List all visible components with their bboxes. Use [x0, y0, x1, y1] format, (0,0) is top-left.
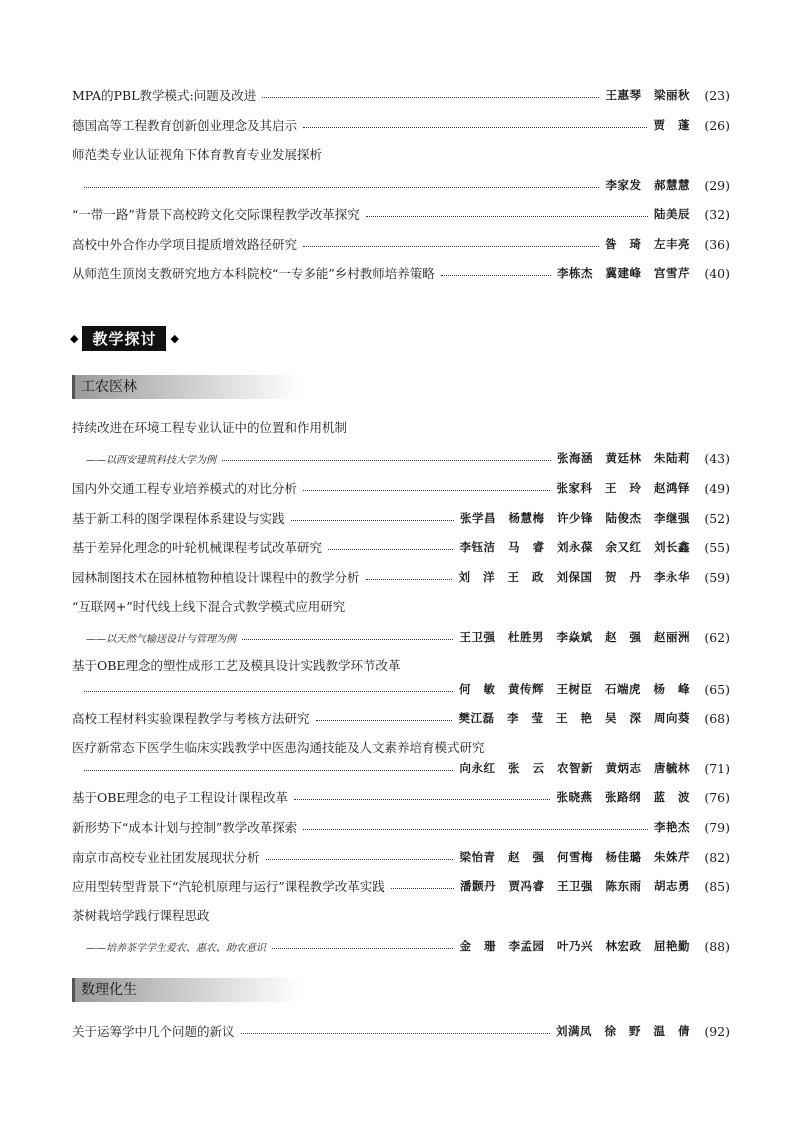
dot-leader [241, 1032, 550, 1034]
toc-entry[interactable] [72, 1020, 730, 1042]
toc-entry-continuation[interactable] [72, 174, 730, 196]
section-title: 教学探讨 [82, 326, 166, 351]
toc-entry[interactable] [72, 84, 730, 106]
toc-entry[interactable] [72, 707, 730, 729]
toc-entry[interactable] [72, 262, 730, 284]
toc-entry[interactable] [72, 203, 730, 225]
entry-title: 德国高等工程教育创新创业理念及其启示 [72, 118, 298, 133]
toc-entry[interactable] [72, 786, 730, 808]
entry-title: 高校中外合作办学项目提质增效路径研究 [72, 237, 298, 252]
entry-page: (49) [704, 480, 730, 496]
entry-title: 新形势下“成本计划与控制”教学改革探索 [72, 820, 298, 835]
entry-authors: 梁怡青 赵 强 何雪梅 杨佳璐 朱姝芹 [459, 850, 690, 864]
dot-leader [316, 719, 453, 721]
dot-leader [262, 96, 599, 98]
entry-page: (40) [704, 265, 730, 281]
entry-page: (88) [704, 938, 730, 954]
entry-page: (62) [704, 629, 730, 645]
dot-leader [266, 858, 454, 860]
toc-entry[interactable] [72, 875, 730, 897]
dot-leader [242, 638, 453, 640]
entry-page: (29) [704, 177, 730, 193]
entry-page: (36) [704, 236, 730, 252]
entry-page: (76) [704, 789, 730, 805]
entry-title: 基于差异化理念的叶轮机械课程考试改革研究 [72, 540, 323, 555]
diamond-icon: ◆ [170, 331, 179, 345]
entry-title[interactable]: 师范类专业认证视角下体育教育专业发展探析 [72, 147, 323, 162]
entry-page: (55) [704, 539, 730, 555]
dot-leader [366, 578, 453, 580]
entry-title[interactable]: “互联网+”时代线上线下混合式教学模式应用研究 [72, 599, 346, 614]
entry-authors: 李艳杰 [654, 820, 690, 834]
dot-leader [366, 215, 648, 217]
entry-title: 关于运筹学中几个问题的新议 [72, 1024, 235, 1039]
toc-entry-continuation[interactable] [72, 935, 730, 957]
entry-title[interactable]: 持续改进在环境工程专业认证中的位置和作用机制 [72, 420, 348, 435]
entry-page: (79) [704, 819, 730, 835]
entry-page: (85) [704, 878, 730, 894]
entry-subtitle: ——以天然气输送设计与管理为例 [86, 633, 236, 645]
dot-leader [303, 489, 550, 491]
entry-authors: 何 敏 黄传辉 王树臣 石端虎 杨 峰 [458, 682, 690, 696]
entry-page: (65) [704, 681, 730, 697]
entry-title[interactable]: 茶树栽培学践行课程思政 [72, 908, 210, 923]
entry-title: 从师范生顶岗支教研究地方本科院校“一专多能”乡村教师培养策略 [72, 266, 435, 281]
entry-subtitle: ——培养茶学学生爱农、惠农、助农意识 [86, 942, 266, 954]
entry-title: “一带一路”背景下高校跨文化交际课程教学改革探究 [72, 207, 360, 222]
toc-entry[interactable] [72, 507, 730, 529]
entry-page: (52) [704, 510, 730, 526]
entry-page: (43) [704, 450, 730, 466]
entry-authors: 樊江磊 李 莹 王 艳 吴 深 周向葵 [458, 711, 690, 725]
entry-authors: 张晓燕 张路纲 蓝 波 [556, 790, 690, 804]
entry-authors: 李钰洁 马 睿 刘永葆 余又红 刘长鑫 [459, 540, 690, 554]
category-heading: 工农医林 [72, 375, 301, 399]
toc-entry-continuation[interactable] [72, 447, 730, 469]
dot-leader [222, 459, 551, 461]
dot-leader [303, 126, 647, 128]
dot-leader [84, 186, 599, 188]
entry-authors: 陆美辰 [654, 207, 690, 221]
entry-page: (68) [704, 710, 730, 726]
entry-authors: 金 珊 李孟园 叶乃兴 林宏政 屈艳勤 [459, 939, 690, 953]
dot-leader [303, 828, 648, 830]
entry-title[interactable]: 医疗新常态下医学生临床实践教学中医患沟通技能及人文素养培育模式研究 [72, 740, 485, 755]
toc-entry[interactable] [72, 477, 730, 499]
entry-page: (71) [704, 760, 730, 776]
dot-leader [328, 548, 453, 550]
category-heading: 数理化生 [72, 978, 301, 1002]
entry-title: 应用型转型背景下“汽轮机原理与运行”课程教学改革实践 [72, 879, 385, 894]
entry-authors: 潘颢丹 贾冯睿 王卫强 陈东雨 胡志勇 [459, 879, 690, 893]
entry-authors: 王卫强 杜胜男 李焱斌 赵 强 赵丽洲 [459, 630, 690, 644]
toc-entry[interactable] [72, 114, 730, 136]
entry-authors: 刘满凤 徐 野 温 倩 [555, 1024, 690, 1038]
entry-authors: 李家发 郝慧慧 [605, 178, 690, 192]
entry-page: (82) [704, 849, 730, 865]
entry-page: (32) [704, 206, 730, 222]
section-heading [70, 326, 179, 350]
entry-page: (59) [704, 569, 730, 585]
entry-title[interactable]: 基于OBE理念的塑性成形工艺及模具设计实践教学环节改革 [72, 658, 401, 673]
entry-authors: 刘 洋 王 政 刘保国 贺 丹 李永华 [458, 570, 690, 584]
entry-authors: 昝 琦 左丰亮 [604, 237, 690, 251]
entry-authors: 张家科 王 玲 赵鸿铎 [556, 481, 690, 495]
entry-title: 国内外交通工程专业培养模式的对比分析 [72, 481, 298, 496]
dot-leader [303, 245, 599, 247]
dot-leader [294, 798, 550, 800]
entry-authors: 向永红 张 云 农智新 黄炳志 唐毓林 [459, 761, 690, 775]
entry-title: 园林制图技术在园林植物种植设计课程中的教学分析 [72, 570, 360, 585]
entry-subtitle: ——以西安建筑科技大学为例 [86, 454, 216, 466]
entry-title: MPA的PBL教学模式:问题及改进 [72, 88, 257, 103]
toc-entry[interactable] [72, 233, 730, 255]
toc-entry-continuation[interactable] [72, 678, 730, 700]
toc-entry-continuation[interactable] [72, 626, 730, 648]
entry-authors: 张海涵 黄廷林 朱陆莉 [556, 451, 690, 465]
dot-leader [291, 519, 454, 521]
toc-entry[interactable] [72, 566, 730, 588]
entry-title: 南京市高校专业社团发展现状分析 [72, 850, 260, 865]
toc-entry[interactable] [72, 816, 730, 838]
entry-title: 高校工程材料实验课程教学与考核方法研究 [72, 711, 310, 726]
entry-page: (26) [704, 117, 730, 133]
entry-authors: 贾 蓬 [653, 118, 690, 132]
toc-entry-continuation[interactable] [72, 757, 730, 779]
dot-leader [441, 274, 551, 276]
entry-authors: 张学昌 杨慧梅 许少锋 陆俊杰 李继强 [459, 511, 690, 525]
entry-page: (92) [704, 1023, 730, 1039]
toc-entry[interactable] [72, 536, 730, 558]
dot-leader [84, 690, 453, 692]
entry-authors: 王惠琴 梁丽秋 [605, 88, 690, 102]
entry-title: 基于OBE理念的电子工程设计课程改革 [72, 790, 289, 805]
entry-title: 基于新工科的图学课程体系建设与实践 [72, 511, 285, 526]
dot-leader [84, 769, 453, 771]
diamond-icon: ◆ [70, 331, 79, 345]
dot-leader [391, 887, 454, 889]
entry-page: (23) [704, 87, 730, 103]
entry-authors: 李栋杰 冀建峰 宫雪芹 [556, 266, 690, 280]
toc-entry[interactable] [72, 846, 730, 868]
dot-leader [272, 947, 453, 949]
